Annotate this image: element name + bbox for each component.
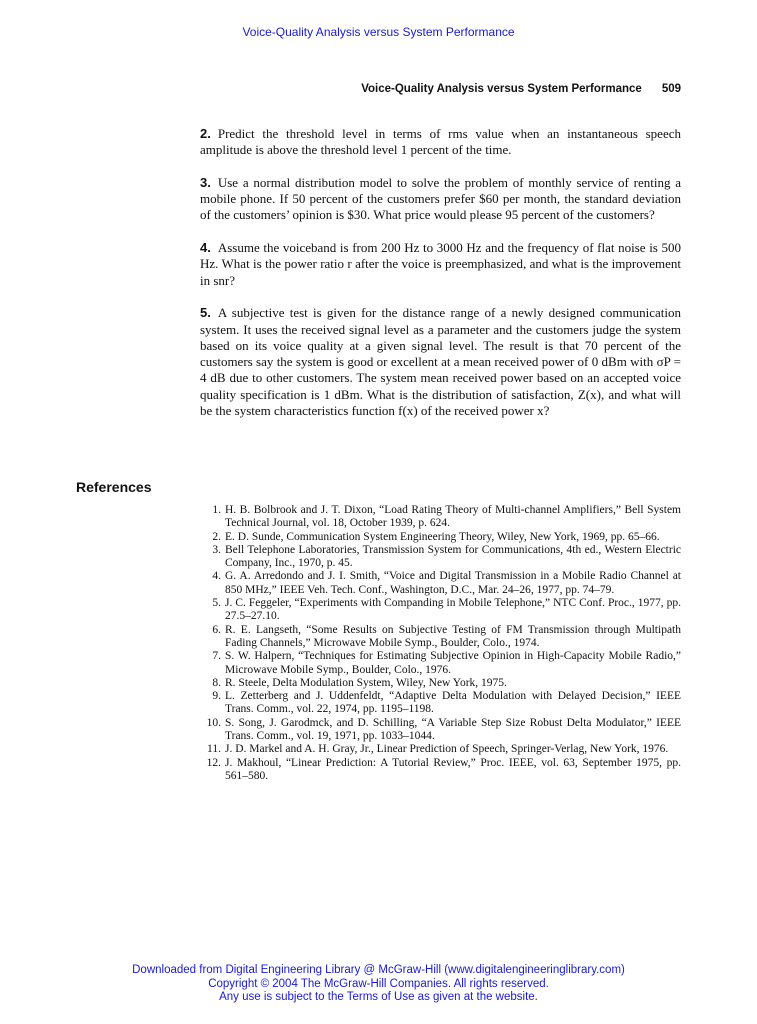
running-head-title: Voice-Quality Analysis versus System Performance <box>361 83 642 95</box>
reference-text: S. Song, J. Garodmck, and D. Schilling, “A Variable Step Size Robust Delta Modulator,” IEEE Trans. Comm., vol. 19, 1971, pp. 1033–1044. <box>225 716 681 743</box>
reference-item <box>200 544 681 571</box>
problem-text: A subjective test is given for the distance range of a newly designed communication system. It uses the received signal level as a parameter and the customers judge the system based on its voice quality at a given signal level. The result is that 70 percent of the customers say the system is good or excellent at a mean received power of 0 dBm with σP = 4 dB due to other customers. The system mean received power based on an accepted voice quality specification is 1 dBm. What is the distribution of satisfaction, Z(x), and what will be the system characteristics function f(x) of the received power x? <box>200 305 681 419</box>
reference-number: 5. <box>212 597 221 610</box>
problem-item <box>200 240 681 289</box>
reference-number: 11. <box>207 743 221 756</box>
running-head <box>200 83 681 95</box>
footer-download-link[interactable]: Downloaded from Digital Engineering Library @ McGraw-Hill (www.digitalengineeringlibrary.com) <box>132 964 625 976</box>
reference-item <box>200 690 681 717</box>
reference-text: J. C. Feggeler, “Experiments with Companding in Mobile Telephone,” NTC Conf. Proc., 1977, pp. 27.5–27.10. <box>225 597 681 623</box>
reference-text: S. W. Halpern, “Techniques for Estimating Subjective Opinion in High-Capacity Mobile Radio,” Microwave Mobile Symp., Boulder, Colo., 1976. <box>225 650 681 676</box>
reference-text: H. B. Bolbrook and J. T. Dixon, “Load Rating Theory of Multi-channel Amplifiers,” Bell System Technical Journal, vol. 18, October 1939, p. 624. <box>225 504 681 530</box>
footer-terms[interactable]: Any use is subject to the Terms of Use as given at the website. <box>219 991 538 1003</box>
problem-number: 3. <box>200 174 211 190</box>
problem-item <box>200 126 681 159</box>
top-banner-link[interactable]: Voice-Quality Analysis versus System Performance <box>242 25 515 39</box>
reference-number: 12. <box>206 756 221 769</box>
reference-text: Bell Telephone Laboratories, Transmission System for Communications, 4th ed., Western Electric Company, Inc., 1970, p. 45. <box>225 543 681 570</box>
reference-text: R. E. Langseth, “Some Results on Subjective Testing of FM Transmission through Multipath Fading Channels,” Microwave Mobile Symp., Boulder, Colo., 1974. <box>225 623 681 649</box>
problem-item <box>200 175 681 224</box>
reference-text: R. Steele, Delta Modulation System, Wiley, New York, 1975. <box>225 676 507 689</box>
problem-number: 4. <box>200 240 211 256</box>
reference-number: 6. <box>212 623 221 636</box>
problem-text: Predict the threshold level in terms of rms value when an instantaneous speech amplitude is above the threshold level 1 percent of the time. <box>200 126 681 158</box>
problem-number: 2. <box>200 126 211 141</box>
reference-text: E. D. Sunde, Communication System Engineering Theory, Wiley, New York, 1969, pp. 65–66. <box>225 530 660 543</box>
reference-number: 4. <box>212 570 221 583</box>
reference-item <box>200 650 681 677</box>
reference-number: 1. <box>212 504 221 516</box>
reference-text: G. A. Arredondo and J. I. Smith, “Voice and Digital Transmission in a Mobile Radio Channel at 850 MHz,” IEEE Veh. Tech. Conf., Washington, D.C., Mar. 24–26, 1977, pp. 74–79. <box>225 570 681 596</box>
reference-item <box>200 757 681 784</box>
reference-item <box>200 570 681 597</box>
reference-number: 7. <box>212 650 221 663</box>
reference-item <box>200 531 681 544</box>
reference-text: J. Makhoul, “Linear Prediction: A Tutorial Review,” Proc. IEEE, vol. 63, September 1975, pp. 561–580. <box>225 756 681 782</box>
reference-item <box>200 624 681 651</box>
reference-number: 3. <box>212 543 221 556</box>
problem-item <box>200 305 681 419</box>
reference-number: 8. <box>212 676 221 689</box>
reference-text: J. D. Markel and A. H. Gray, Jr., Linear Prediction of Speech, Springer-Verlag, New York, 1976. <box>225 743 669 756</box>
problem-text: Assume the voiceband is from 200 Hz to 3000 Hz and the frequency of flat noise is 500 Hz. What is the power ratio r after the voice is preemphasized, and what is the improvement in snr? <box>200 240 681 288</box>
reference-item <box>200 677 681 690</box>
reference-item <box>200 504 681 531</box>
problem-number: 5. <box>200 305 211 321</box>
problems-section <box>200 126 681 436</box>
page-number: 509 <box>661 83 681 95</box>
reference-text: L. Zetterberg and J. Uddenfeldt, “Adaptive Delta Modulation with Delayed Decision,” IEEE Trans. Comm., vol. 22, 1974, pp. 1195–1198. <box>225 690 681 716</box>
reference-item <box>200 743 681 756</box>
footer-copyright[interactable]: Copyright © 2004 The McGraw-Hill Companies. All rights reserved. <box>208 977 549 990</box>
reference-item <box>200 717 681 744</box>
problem-text: Use a normal distribution model to solve the problem of monthly service of renting a mobile phone. If 50 percent of the customers prefer $60 per month, the standard deviation of the customers’ opinion is $30. What price would please 95 percent of the customers? <box>200 174 681 223</box>
reference-number: 2. <box>212 530 221 543</box>
reference-number: 9. <box>212 690 221 703</box>
reference-number: 10. <box>206 716 221 729</box>
references-list <box>200 504 681 783</box>
references-heading: References <box>76 479 152 495</box>
footer-notice <box>0 964 757 1005</box>
reference-item <box>200 597 681 624</box>
